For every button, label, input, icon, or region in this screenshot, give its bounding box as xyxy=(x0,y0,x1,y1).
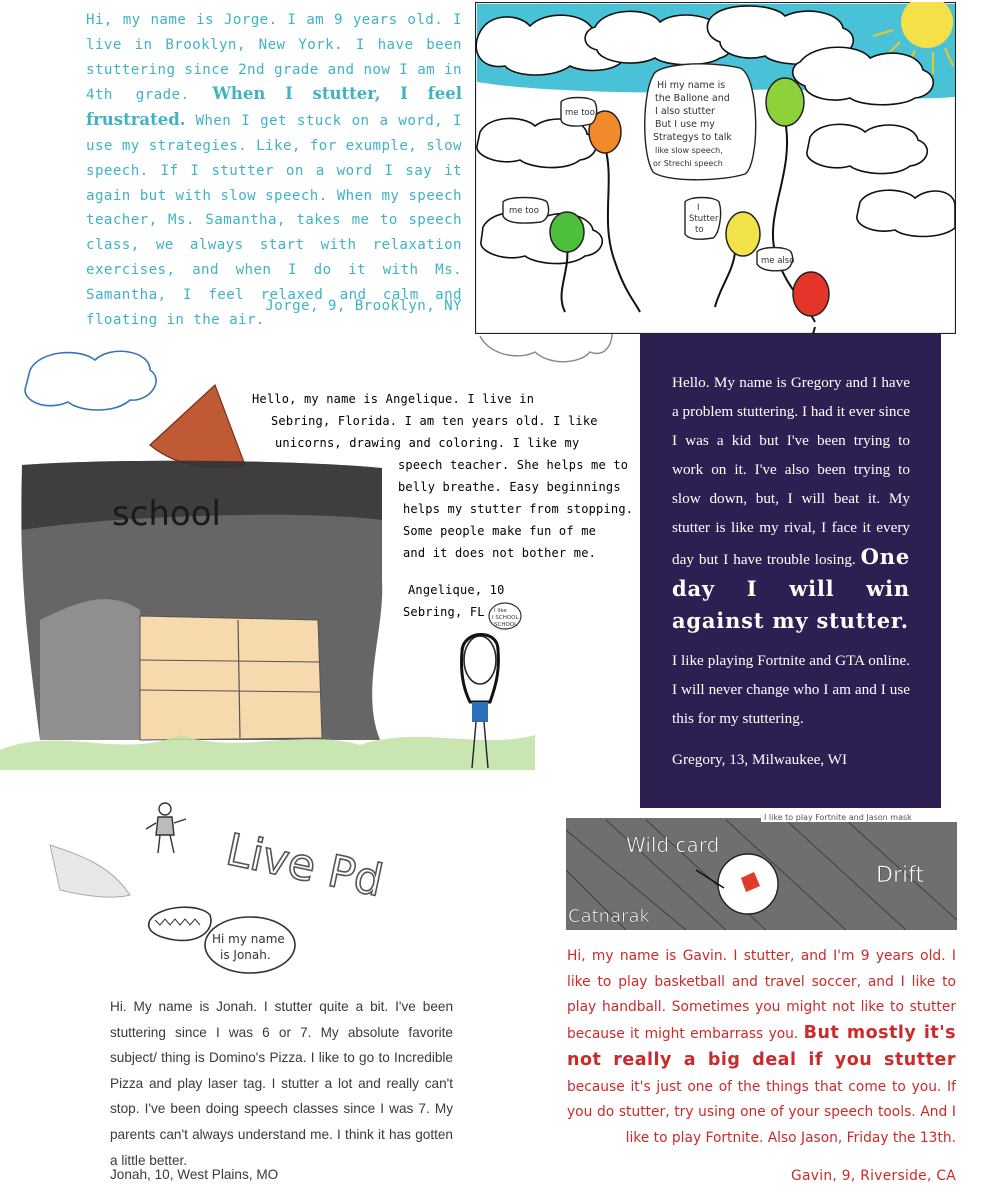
angelique-story-line: Sebring, Florida. I am ten years old. I like xyxy=(271,414,598,428)
gavin-drawing-caption: I like to play Fortnite and Jason mask xyxy=(764,813,912,822)
girl-speech-line: I SCHOOL xyxy=(492,615,519,621)
jorge-balloon-drawing xyxy=(475,2,956,334)
gavin-highlight: But mostly it's not really a big deal if you stutter xyxy=(567,1023,956,1070)
jorge-story xyxy=(86,8,462,332)
angelique-story-line: helps my stutter from stopping. xyxy=(403,502,634,516)
gavin-signature: Gavin, 9, Riverside, CA xyxy=(791,1168,956,1184)
gregory-story-text: Hello. My name is Gregory and I have a problem stuttering. I had it ever since I was a kid but I've been trying to work on it. I've also been trying to slow down, but, I will beat it. My stutter is like my rival, I face it every day but I have trouble losing. xyxy=(672,374,910,568)
angelique-story-line: unicorns, drawing and coloring. I like my xyxy=(275,436,580,450)
gregory-signature: Gregory, 13, Milwaukee, WI xyxy=(672,751,848,768)
balloon-speech-line: I xyxy=(697,203,700,213)
angelique-story-line: and it does not bother me. xyxy=(403,546,597,560)
gavin-drawing-word: Wild card xyxy=(626,833,720,857)
angelique-story-line: Some people make fun of me xyxy=(403,524,597,538)
balloon-speech-line: Hi my name is xyxy=(657,80,726,91)
balloon-speech-line: to xyxy=(695,225,704,235)
angelique-story-line: Hello, my name is Angelique. I live in xyxy=(252,392,535,406)
jorge-signature: Jorge, 9, Brooklyn, NY xyxy=(265,298,462,314)
jorge-story-text: Hi, my name is Jorge. I am 9 years old. I live in Brooklyn, New York. I have been stuttering since 2nd grade and now I am in 4th grade. xyxy=(86,12,462,104)
gavin-fortnite-drawing xyxy=(566,810,957,934)
jonah-live-pd-drawing xyxy=(40,795,440,990)
live-pd-title: Live Pd xyxy=(221,824,388,908)
balloon-speech-line: Strategys to talk xyxy=(653,132,732,143)
gavin-story-text-end: because it's just one of the things that come to you. If you do stutter, try using one of your speech tools. And I like to play Fortnite. Also Jason, Friday the 13th. xyxy=(567,1078,956,1146)
balloon-speech-me-too: me too xyxy=(509,206,539,216)
jonah-bubble-line: is Jonah. xyxy=(220,948,271,962)
girl-speech-line: SCHOOL xyxy=(494,622,518,628)
gavin-drawing-word: Drift xyxy=(876,863,925,888)
balloon-speech-line: like slow speech, xyxy=(655,146,723,155)
balloon-speech-line: I also stutter xyxy=(655,106,715,117)
balloon-speech-line: Stutter xyxy=(689,214,719,224)
gregory-highlight: One day I will win against my stutter. xyxy=(672,544,910,633)
gavin-story xyxy=(567,944,956,1152)
balloon-speech-me-also: me also xyxy=(761,256,795,266)
jonah-signature: Jonah, 10, West Plains, MO xyxy=(110,1167,279,1182)
angelique-story-line: belly breathe. Easy beginnings xyxy=(398,480,621,494)
police-figure xyxy=(146,803,186,853)
jonah-story: Hi. My name is Jonah. I stutter quite a bit. I've been stuttering since I was 6 or 7. My absolute favorite subject/ thing is Domino's Pizza. I like to go to Incredible Pizza and play laser tag. I stutter a lot and really can't stop. I've been doing speech classes since I was 7. My parents can't always understand me. I think it has gotten a little better. xyxy=(110,999,453,1168)
gregory-story xyxy=(672,368,910,638)
jorge-story-text-end: When I get stuck on a word, I use my strategies. Like, for exumple, slow speech. If I stutter on a word I say it again but with slow speech. When my speech teacher, Ms. Samantha, takes me to speech class, we always start with relaxation exercises, and when I do it with Ms. Samantha, I feel relaxed and calm and floating in the air. xyxy=(86,113,462,328)
gavin-story-text: Hi, my name is Gavin. I stutter, and I'm 9 years old. I like to play basketball and travel soccer, and I like to play handball. Sometimes you might not like to stutter because it might embarrass you. xyxy=(567,948,956,1043)
gavin-drawing-word: Catnarak xyxy=(568,906,650,927)
girl-speech-line: I like xyxy=(494,608,507,614)
balloon-speech-line: But I use my xyxy=(655,119,715,130)
balloon-speech-line: or Strechi speech xyxy=(653,159,723,168)
angelique-signature-place: Sebring, FL xyxy=(403,605,485,619)
balloon-speech-me-too: me too xyxy=(565,108,595,118)
gregory-story-paragraph-2: I like playing Fortnite and GTA online. I will never change who I am and I use this for my stuttering. xyxy=(672,652,910,727)
jonah-bubble-line: Hi my name xyxy=(212,932,285,946)
angelique-school-drawing xyxy=(0,330,640,770)
jorge-highlight: When I stutter, I feel frustrated. xyxy=(86,84,462,130)
angelique-signature-name: Angelique, 10 xyxy=(408,583,505,597)
balloon-speech-line: the Ballone and xyxy=(655,93,730,104)
school-word: school xyxy=(112,494,222,534)
angelique-story-line: speech teacher. She helps me to xyxy=(398,458,629,472)
